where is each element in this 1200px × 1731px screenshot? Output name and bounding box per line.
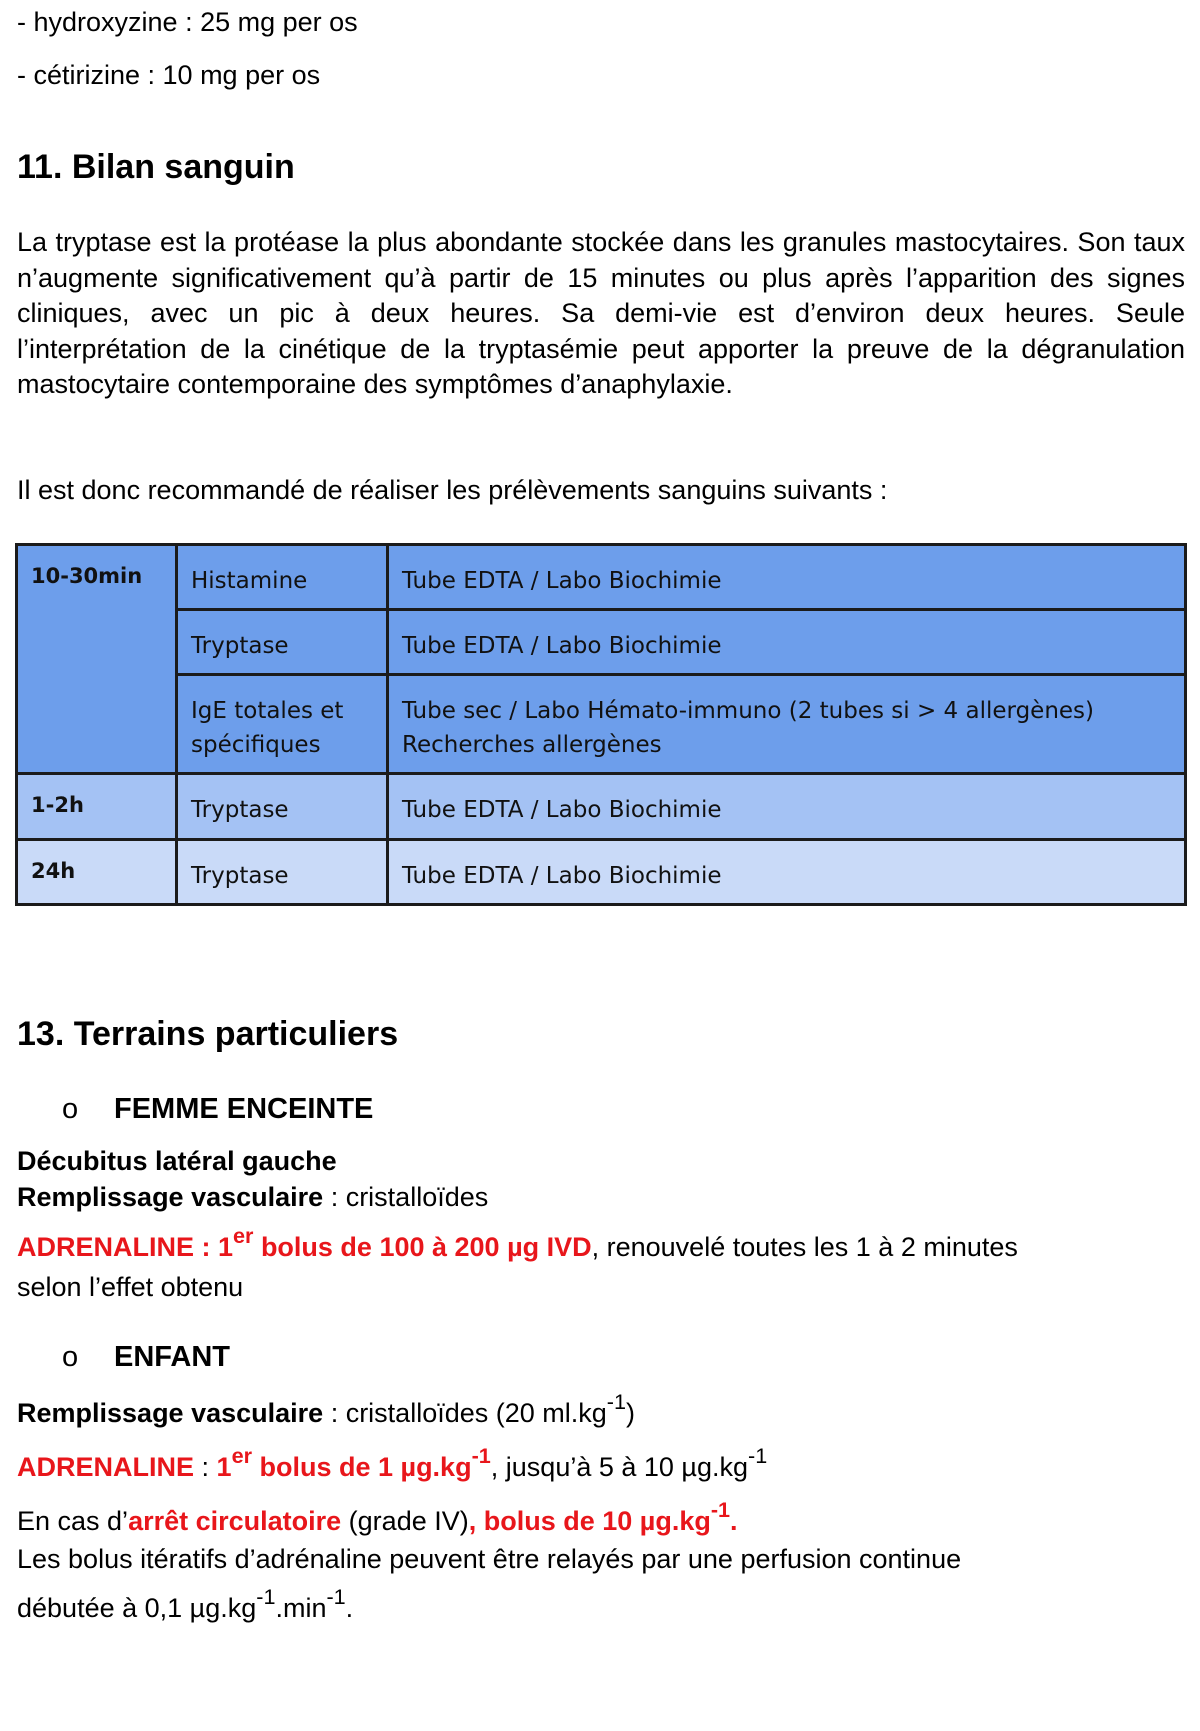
- tube-line: Tube sec / Labo Hémato-immuno (2 tubes si > 4 allergènes): [402, 698, 1095, 724]
- iteratif-line-1: Les bolus itératifs d’adrénaline peuvent être relayés par une perfusion continue: [17, 1544, 962, 1574]
- analysis-cell: [177, 675, 388, 774]
- section-11-intro-table: Il est donc recommandé de réaliser les prélèvements sanguins suivants :: [17, 475, 888, 505]
- adrenaline-enfant-line: [17, 1443, 768, 1487]
- unit-sup: -1: [256, 1584, 276, 1610]
- table-row: [17, 675, 1186, 774]
- unit-sup: -1: [606, 1389, 626, 1415]
- close-paren: ): [625, 1398, 635, 1428]
- remplissage-label: Remplissage vasculaire: [17, 1182, 324, 1212]
- colon: :: [194, 1452, 217, 1482]
- iteratif-text: débutée à 0,1 µg.kg: [17, 1593, 257, 1623]
- period: .: [345, 1593, 354, 1623]
- tube-cell: Tube EDTA / Labo Biochimie: [388, 774, 1186, 840]
- ordinal-sup: er: [233, 1223, 254, 1249]
- bullet-heading: FEMME ENCEINTE: [114, 1093, 374, 1125]
- table-row: [17, 774, 1186, 840]
- time-cell: 10-30min: [17, 545, 177, 774]
- remplissage-value: : cristalloïdes: [323, 1182, 489, 1212]
- analysis-cell: Tryptase: [177, 840, 388, 905]
- unit-sup: -1: [326, 1584, 346, 1610]
- section-13-title: 13. Terrains particuliers: [17, 1015, 399, 1053]
- tube-cell: Tube EDTA / Labo Biochimie: [388, 610, 1186, 675]
- remplissage-enfant-line: [17, 1389, 635, 1433]
- section-11-title: 11. Bilan sanguin: [17, 148, 295, 186]
- time-cell: 24h: [17, 840, 177, 905]
- tube-cell: Tube EDTA / Labo Biochimie: [388, 840, 1186, 905]
- ordinal-number: 1: [216, 1452, 232, 1482]
- table-row: [17, 840, 1186, 905]
- table-row: [17, 610, 1186, 675]
- adrenaline-label: ADRENALINE: [17, 1452, 195, 1482]
- arret-bolus: , bolus de 10 µg.kg: [468, 1506, 711, 1536]
- analysis-line: IgE totales et: [191, 698, 344, 724]
- tube-line: Recherches allergènes: [402, 732, 662, 758]
- arret-line: [17, 1497, 738, 1541]
- section-11-paragraph: La tryptase est la protéase la plus abondante stockée dans les granules mastocytaires. Son taux n’augmente significativement qu’à partir de 15 minutes ou plus après l’apparition des signes cliniques, avec un pic à deux heures. Sa demi-vie est d’environ deux heures. Seule l’interprétation de la cinétique de la tryptasémie peut apporter la preuve de la dégranulation mastocytaire contemporaine des symptômes d’anaphylaxie.: [17, 227, 1185, 399]
- analysis-cell: Histamine: [177, 545, 388, 610]
- unit-sup: -1: [748, 1443, 768, 1469]
- unit-sup: -1: [471, 1443, 491, 1469]
- adrenaline-rest: , jusqu’à 5 à 10 µg.kg: [490, 1452, 749, 1482]
- adrenaline-label: ADRENALINE : 1: [17, 1232, 234, 1262]
- list-item-cetirizine: - cétirizine : 10 mg per os: [17, 60, 321, 90]
- arret-circulatoire: arrêt circulatoire: [128, 1506, 342, 1536]
- table-row: [17, 545, 1186, 610]
- blood-sample-table: [15, 543, 1187, 906]
- bullet-marker: o: [62, 1093, 79, 1125]
- bullet-femme-enceinte: [62, 1093, 373, 1126]
- period: .: [730, 1506, 738, 1536]
- ordinal-sup: er: [231, 1443, 252, 1469]
- analysis-line: spécifiques: [191, 732, 321, 758]
- list-item-hydroxyzine: - hydroxyzine : 25 mg per os: [17, 7, 358, 37]
- unit-sup: -1: [710, 1497, 731, 1523]
- adrenaline-femme-line: [17, 1223, 1018, 1267]
- bullet-enfant: [62, 1341, 230, 1374]
- adrenaline-femme-cont: selon l’effet obtenu: [17, 1272, 244, 1302]
- bullet-heading: ENFANT: [114, 1341, 230, 1373]
- remplissage-value: : cristalloïdes (20 ml.kg: [323, 1398, 607, 1428]
- bullet-marker: o: [62, 1341, 79, 1373]
- adrenaline-bolus: bolus de 100 à 200 µg IVD: [253, 1232, 592, 1262]
- adrenaline-bolus: bolus de 1 µg.kg: [251, 1452, 472, 1482]
- decubitus-line: Décubitus latéral gauche: [17, 1146, 337, 1176]
- analysis-cell: Tryptase: [177, 774, 388, 840]
- analysis-cell: Tryptase: [177, 610, 388, 675]
- remplissage-line: [17, 1179, 488, 1215]
- time-cell: 1-2h: [17, 774, 177, 840]
- tube-cell: [388, 675, 1186, 774]
- remplissage-label: Remplissage vasculaire: [17, 1398, 324, 1428]
- iteratif-line-2: [17, 1584, 354, 1628]
- adrenaline-rest: , renouvelé toutes les 1 à 2 minutes: [591, 1232, 1018, 1262]
- tube-cell: Tube EDTA / Labo Biochimie: [388, 545, 1186, 610]
- arret-prefix: En cas d’: [17, 1506, 129, 1536]
- arret-grade: (grade IV): [341, 1506, 469, 1536]
- iteratif-min: .min: [275, 1593, 327, 1623]
